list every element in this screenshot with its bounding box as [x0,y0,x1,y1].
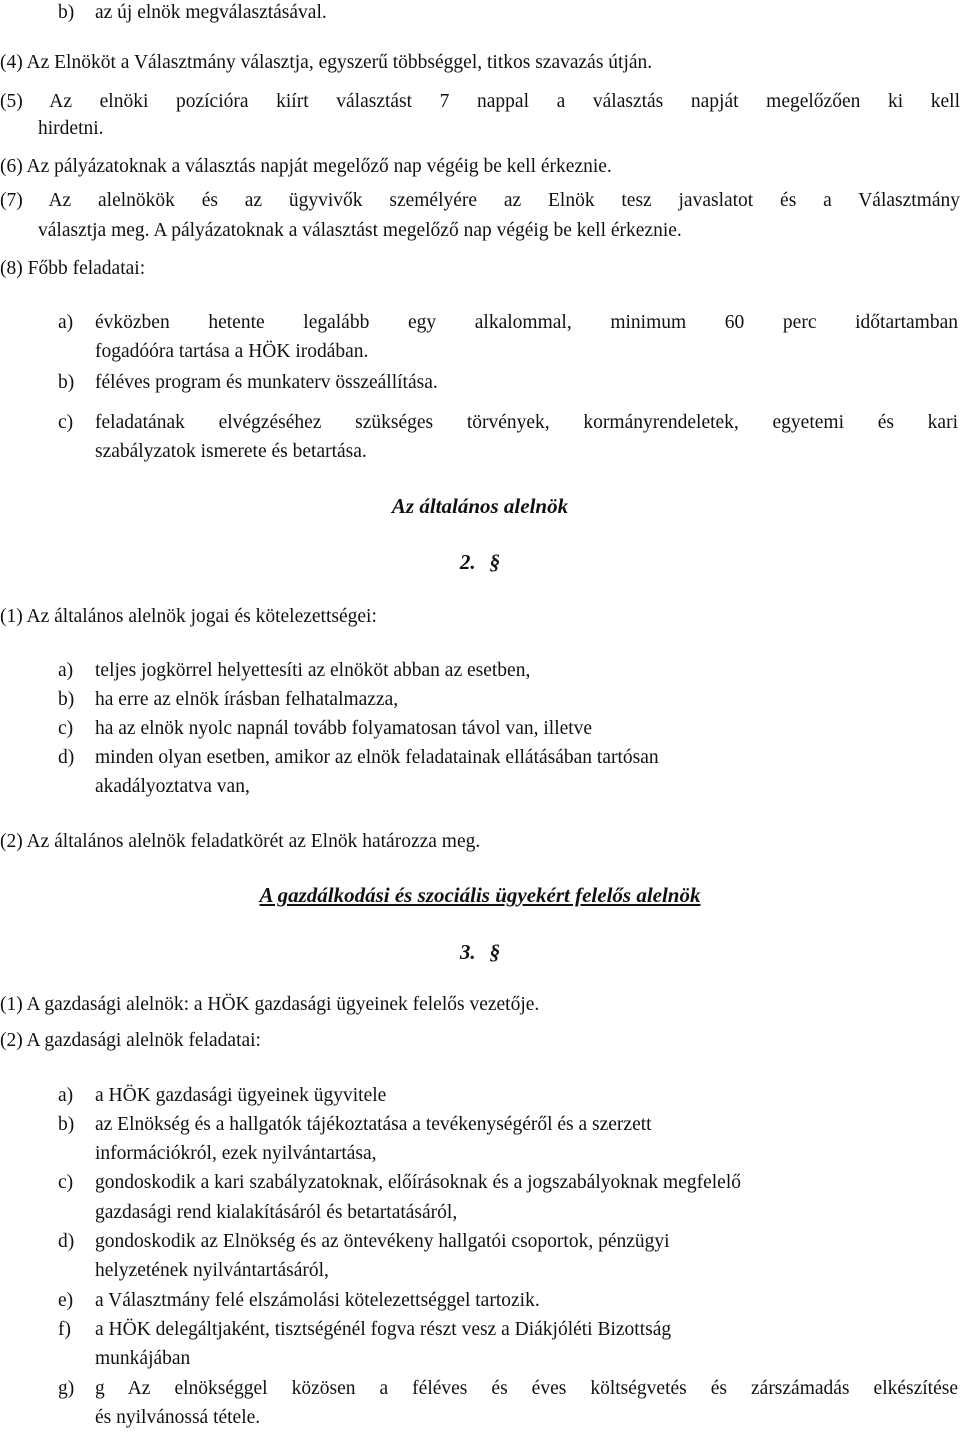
section-2-paragraph-1: (1) Az általános alelnök jogai és kötelezettségei: [0,606,377,627]
section-3-heading: A gazdálkodási és szociális ügyekért felelős alelnök [259,883,701,907]
section-2-heading: Az általános alelnök [391,494,569,518]
section-3-number [0,938,960,967]
list-text: információkról, ezek nyilvántartása, [95,1143,377,1164]
list-text: a HÖK gazdasági ügyeinek ügyvitele [95,1085,387,1106]
list-text: a Választmány felé elszámolási kötelezettséggel tartozik. [95,1290,540,1311]
paragraph-8: (8) Főbb feladatai: [0,258,146,279]
list-text: teljes jogkörrel helyettesíti az elnököt abban az esetben, [95,660,531,681]
paragraph-text: hirdetni. [38,118,104,139]
section-number: 2. [459,550,476,574]
list-label: b) [58,689,75,710]
list-label: b) [58,372,75,393]
section-2-number [0,548,960,577]
list-text: feladatának elvégzéséhez szükséges törvények, kormányrendeletek, egyetemi és kari [95,412,958,433]
list-text: szabályzatok ismerete és betartása. [95,441,367,462]
list-label: c) [58,718,74,739]
list-text: ha az elnök nyolc napnál tovább folyamatosan távol van, illetve [95,718,593,739]
list-label: c) [58,1172,74,1193]
list-text: helyzetének nyilvántartásáról, [95,1260,329,1281]
list-text: munkájában [95,1348,191,1369]
list-label: a) [58,312,74,333]
section-3-paragraph-1: (1) A gazdasági alelnök: a HÖK gazdasági ügyeinek felelős vezetője. [0,994,540,1015]
paragraph-7-line1: (7) Az alelnökök és az ügyvivők személyére az Elnök tesz javaslatot és a Választmány [0,190,960,211]
list-label: e) [58,1290,74,1311]
section-2-paragraph-2: (2) Az általános alelnök feladatkörét az Elnök határozza meg. [0,831,481,852]
list-text: féléves program és munkaterv összeállítása. [95,372,438,393]
list-label: f) [58,1319,71,1340]
section-number: 3. [459,940,476,964]
list-text: a HÖK delegáltjaként, tisztségénél fogva részt vesz a Diákjóléti Bizottság [95,1319,672,1340]
list-label: c) [58,412,74,433]
list-text: ha erre az elnök írásban felhatalmazza, [95,689,399,710]
list-label: b) [58,2,75,23]
section-3-paragraph-2: (2) A gazdasági alelnök feladatai: [0,1030,261,1051]
paragraph-text: választja meg. A pályázatoknak a választást megelőző nap végéig be kell érkeznie. [38,220,682,241]
paragraph-text: (4) Az Elnököt a Választmány választja, egyszerű többséggel, titkos szavazás útján. [0,52,653,73]
list-text: g Az elnökséggel közösen a féléves és éves költségvetés és zárszámadás elkészítése [95,1378,958,1399]
list-label: d) [58,747,75,768]
list-label: a) [58,660,74,681]
list-text: az Elnökség és a hallgatók tájékoztatása a tevékenységéről és a szerzett [95,1114,652,1135]
list-text: akadályoztatva van, [95,776,250,797]
list-text: gondoskodik a kari szabályzatoknak, előírásoknak és a jogszabályoknak megfelelő [95,1172,741,1193]
list-text: évközben hetente legalább egy alkalommal, minimum 60 perc időtartamban [95,312,958,333]
paragraph-5-line1: (5) Az elnöki pozícióra kiírt választást 7 nappal a választás napját megelőzően ki kell [0,91,960,112]
list-text: gazdasági rend kialakításáról és betartatásáról, [95,1202,458,1223]
list-label: a) [58,1085,74,1106]
list-text: fogadóóra tartása a HÖK irodában. [95,341,369,362]
section-sign: § [489,550,501,574]
list-text: és nyilvánossá tétele. [95,1407,261,1428]
list-text: minden olyan esetben, amikor az elnök feladatainak ellátásában tartósan [95,747,659,768]
paragraph-6: (6) Az pályázatoknak a választás napját megelőző nap végéig be kell érkeznie. [0,156,612,177]
list-label: b) [58,1114,75,1135]
list-label: g) [58,1378,75,1399]
list-label: d) [58,1231,75,1252]
list-text: gondoskodik az Elnökség és az öntevékeny hallgatói csoportok, pénzügyi [95,1231,670,1252]
list-text: az új elnök megválasztásával. [95,2,327,23]
section-sign: § [489,940,501,964]
